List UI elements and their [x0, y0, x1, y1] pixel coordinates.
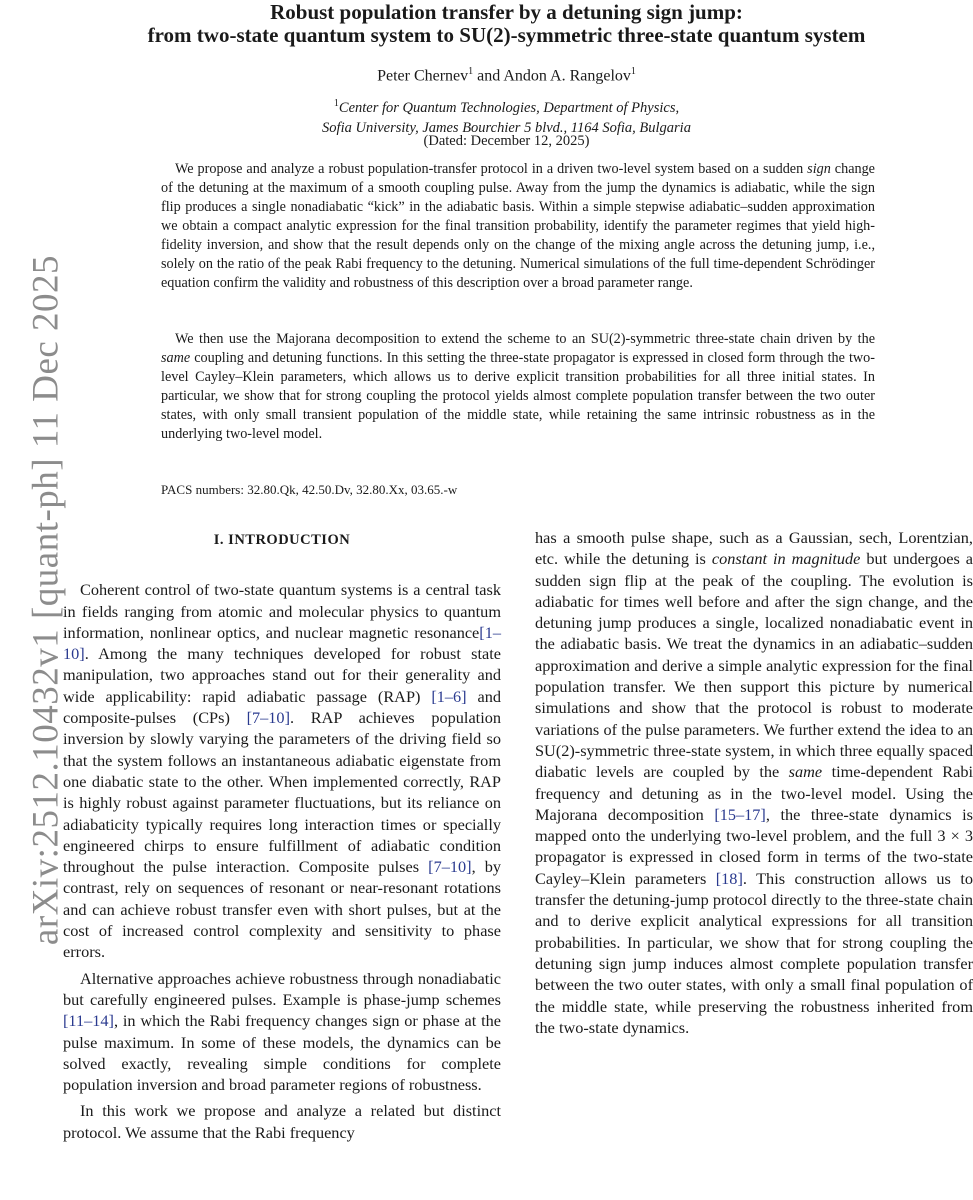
citation-link[interactable]: [7–10] — [428, 857, 472, 877]
citation-link[interactable]: [7–10] — [246, 708, 290, 728]
right-column — [535, 527, 973, 1038]
citation-link[interactable]: [15–17] — [714, 804, 766, 824]
abstract-paragraph — [161, 160, 875, 293]
body-text: . This construction allows us to transfer the detuning-jump protocol directly to the three-state chain and to derive explicit analytical expressions for all transition probabilities. In particular, we show that for strong coupling the detuning sign jump induces almost complete population transfer between the two outer states, with only a small final population of the middle state, while preserving the robustness inherited from the two-state dynamics. — [535, 868, 973, 1037]
body-text: . Among the many techniques developed for robust state manipulation, two approaches stand out for their generality and wide applicability: rapid adiabatic passage (RAP) — [63, 644, 501, 706]
body-paragraph — [63, 579, 501, 962]
affiliation-line: Center for Quantum Technologies, Department of Physics, — [338, 99, 680, 116]
affiliation — [60, 94, 953, 138]
emphasis-text: same — [161, 350, 191, 366]
abstract-text: We propose and analyze a robust population-transfer protocol in a driven two-level system based on a sudden — [175, 161, 808, 177]
affiliation-marker: 1 — [630, 66, 636, 77]
arxiv-identifier-stamp: arXiv:2512.10432v1 [quant-ph] 11 Dec 2025 — [25, 254, 67, 946]
affiliation-marker: 1 — [333, 98, 339, 109]
citation-link[interactable]: [18] — [715, 868, 743, 888]
body-paragraph — [535, 527, 973, 1038]
author-list — [60, 66, 953, 85]
body-paragraph — [63, 968, 501, 1096]
emphasis-text: constant in magnitude — [711, 549, 861, 569]
author-name: Andon A. Rangelov — [503, 67, 631, 85]
body-text: Coherent control of two-state quantum systems is a central task in fields ranging from atomic and molecular physics to quantum information, nonlinear optics, and nuclear magnetic resonance — [63, 580, 501, 642]
body-text: has a smooth pulse shape, such as a Gaussian, sech, Lorentzian, etc. while the detuning is — [535, 528, 973, 569]
abstract-text: coupling and detuning functions. In this setting the three-state propagator is expressed in closed form through the two-level Cayley–Klein parameters, which allows us to derive explicit transition probabilities for all three initial states. In particular, we show that for strong coupling the protocol yields almost complete population transfer between the two outer states, with only small transient population of the middle state, while retaining the same intrinsic robustness as in the underlying two-level model. — [161, 350, 875, 442]
citation-link[interactable]: [11–14] — [63, 1011, 114, 1031]
citation-link[interactable]: [1–6] — [431, 686, 467, 706]
body-text: , the three-state dynamics is mapped onto the underlying two-level problem, and the full 3 × 3 propagator is expressed in closed form in terms of the two-state Cayley–Klein parameters — [535, 804, 973, 888]
author-separator: and — [473, 67, 504, 85]
emphasis-text: same — [788, 762, 823, 782]
body-text: . RAP achieves population inversion by slowly varying the parameters of the driving field so that the system follows an instantaneous adiabatic eigenstate from one diabatic state to the other. When implemented correctly, RAP is highly robust against parameter fluctuations, but its reliance on adiabaticity typically requires long interaction times or specially engineered chirps to ensure fulfillment of adiabatic condition throughout the pulse interaction. Composite pulses — [63, 708, 501, 877]
abstract-paragraph — [161, 330, 875, 444]
body-text: , in which the Rabi frequency changes sign or phase at the pulse maximum. In some of these models, the dynamics can be solved exactly, revealing simple conditions for complete population inversion and broad parameter regions of robustness. — [63, 1011, 501, 1095]
section-heading: I. INTRODUCTION — [213, 532, 351, 548]
abstract-text: We then use the Majorana decomposition to extend the scheme to an SU(2)-symmetric three-state chain driven by the — [175, 331, 875, 347]
body-text: , by contrast, rely on sequences of resonant or near-resonant rotations and can achieve robust transfer even with short pulses, but at the cost of increased control complexity and sensitivity to phase errors. — [63, 857, 502, 962]
body-text: In this work we propose and analyze a related but distinct protocol. We assume that the Rabi frequency — [63, 1101, 501, 1142]
body-text: time-dependent Rabi frequency and detuning as in the two-level model. Using the Majorana decomposition — [535, 762, 973, 824]
body-text: but undergoes a sudden sign flip at the peak of the coupling. The evolution is adiabatic for times well before and after the sign change, and the detuning jump produces a single, localized nonadiabatic event in the adiabatic basis. We treat the dynamics in an adiabatic–sudden approximation and derive a simple analytic expression for the final population transfer. We then support this picture by numerical simulations and show that the protocol is robust to moderate variations of the pulse parameters. We further extend the idea to an SU(2)-symmetric three-state system, in which three equally spaced diabatic levels are coupled by the — [535, 549, 973, 782]
citation-link[interactable]: [1–10] — [63, 622, 501, 664]
pacs-numbers: PACS numbers: 32.80.Qk, 42.50.Dv, 32.80.Xx, 03.65.-w — [161, 482, 458, 497]
author-name: Peter Chernev — [377, 67, 469, 85]
emphasis-text: sign — [807, 161, 831, 177]
body-text: Alternative approaches achieve robustness through nonadiabatic but carefully engineered pulses. Example is phase-jump schemes — [63, 968, 501, 1009]
paper-title-line-2: from two-state quantum system to SU(2)-symmetric three-state quantum system — [147, 23, 866, 47]
abstract-text: change of the detuning at the maximum of a smooth coupling pulse. Away from the jump the dynamics is adiabatic, while the sign flip produces a single nonadiabatic “kick” in the adiabatic basis. Within a simple stepwise adiabatic–sudden approximation we obtain a compact analytic expression for the final transition probability, identify the parameter regimes that yield high-fidelity inversion, and show that the result depends only on the change of the mixing angle across the detuning jump, i.e., solely on the ratio of the peak Rabi frequency to the detuning. Numerical simulations of the full time-dependent Schrödinger equation confirm the validity and robustness of this description over a broad parameter range. — [161, 161, 875, 291]
body-text: and composite-pulses (CPs) — [63, 686, 502, 728]
left-column — [63, 530, 501, 1143]
dated-line: (Dated: December 12, 2025) — [423, 133, 590, 149]
affiliation-marker: 1 — [468, 66, 474, 77]
body-paragraph — [63, 1100, 501, 1143]
paper-title-line-1: Robust population transfer by a detuning sign jump: — [270, 0, 743, 24]
affiliation-line: Sofia University, James Bourchier 5 blvd., 1164 Sofia, Bulgaria — [322, 119, 691, 136]
